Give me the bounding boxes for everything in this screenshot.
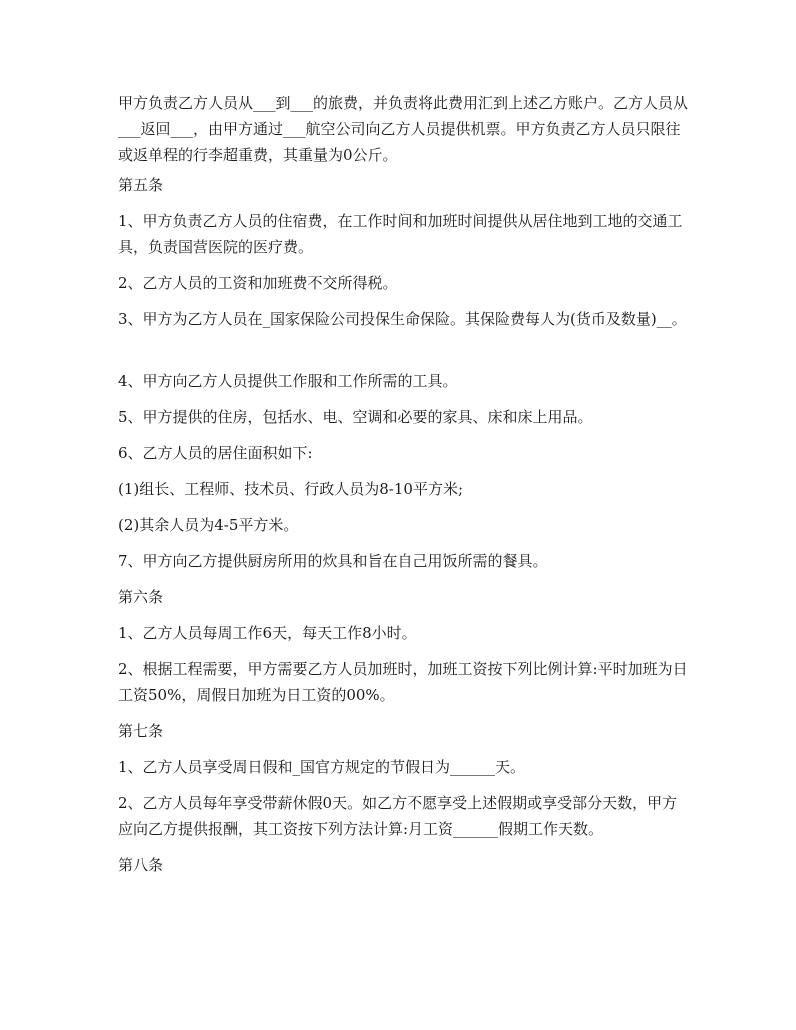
article-5-clause-6-item-1: (1)组长、工程师、技术员、行政人员为8-10平方米; [118, 480, 464, 498]
article-7-clause-2: 2、乙方人员每年享受带薪休假0天。如乙方不愿享受上述假期或享受部分天数，甲方应向乙方提供报酬，其工资按下列方法计算:月工资______假期工作天数。 [118, 794, 678, 838]
article-5-clause-1: 1、甲方负责乙方人员的住宿费，在工作时间和加班时间提供从居住地到工地的交通工具，负责国营医院的医疗费。 [118, 212, 683, 256]
article-7-heading: 第七条 [118, 722, 164, 740]
article-5-clause-5: 5、甲方提供的住房，包括水、电、空调和必要的家具、床和床上用品。 [118, 408, 593, 426]
article-5-clause-6-item-2: (2)其余人员为4-5平方米。 [118, 516, 299, 534]
travel-expense-paragraph: 甲方负责乙方人员从___到___的旅费，并负责将此费用汇到上述乙方账户。乙方人员从___返回___，由甲方通过___航空公司向乙方人员提供机票。甲方负责乙方人员只限往或返单程的行李超重费，其重量为0公斤。 [118, 94, 689, 164]
article-5-clause-4: 4、甲方向乙方人员提供工作服和工作所需的工具。 [118, 372, 458, 390]
article-6-clause-2: 2、根据工程需要，甲方需要乙方人员加班时，加班工资按下列比例计算:平时加班为日工资50%，周假日加班为日工资的00%。 [118, 660, 688, 704]
article-5-clause-6: 6、乙方人员的居住面积如下: [118, 444, 313, 462]
article-8-heading: 第八条 [118, 856, 164, 874]
article-5-clause-7: 7、甲方向乙方提供厨房所用的炊具和旨在自己用饭所需的餐具。 [118, 552, 548, 570]
article-7-clause-1: 1、乙方人员享受周日假和_国官方规定的节假日为______天。 [118, 758, 526, 776]
article-6-heading: 第六条 [118, 588, 164, 606]
article-5-heading: 第五条 [118, 176, 164, 194]
article-6-clause-1: 1、乙方人员每周工作6天，每天工作8小时。 [118, 624, 417, 642]
article-5-clause-2: 2、乙方人员的工资和加班费不交所得税。 [118, 274, 398, 292]
article-5-clause-3: 3、甲方为乙方人员在_国家保险公司投保生命保险。其保险费每人为(货币及数量)__。 [118, 310, 687, 328]
